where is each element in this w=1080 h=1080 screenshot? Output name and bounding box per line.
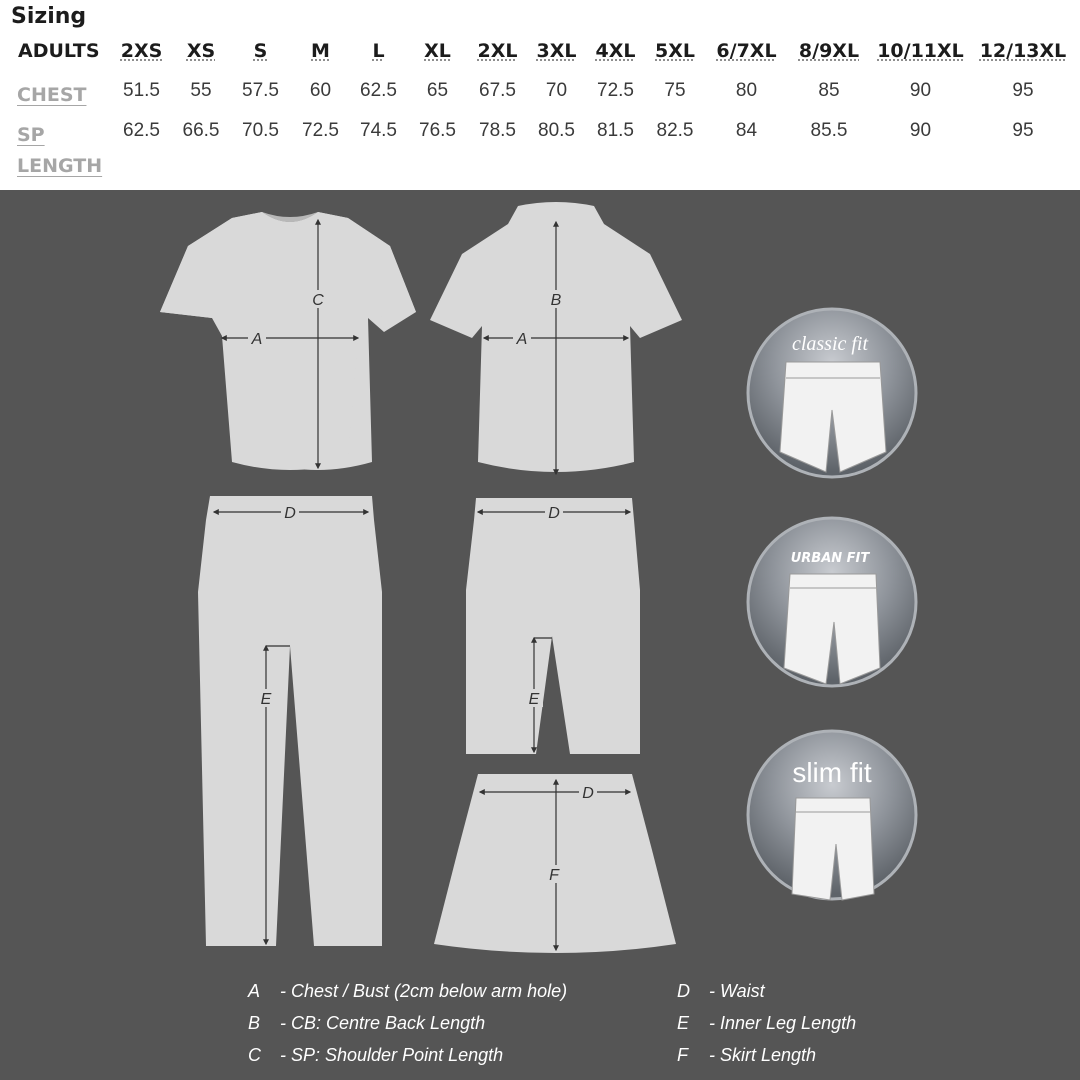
size-header: L	[372, 40, 385, 62]
legend-text: - Skirt Length	[709, 1045, 817, 1065]
adults-header: ADULTS	[18, 40, 100, 62]
slim-fit-label: slim fit	[792, 757, 872, 788]
shorts-diagram	[466, 498, 640, 754]
size-header: 6/7XL	[716, 40, 777, 62]
table-cell: 62.5	[360, 80, 397, 101]
label-a-polo: A	[516, 331, 528, 348]
legend-key: F	[677, 1045, 688, 1065]
label-d-skirt: D	[582, 785, 594, 802]
legend-text: - SP: Shoulder Point Length	[280, 1045, 504, 1065]
size-header-row	[10, 40, 1074, 80]
table-cell: 84	[735, 120, 758, 141]
legend-item	[677, 981, 765, 1002]
label-b: B	[550, 292, 562, 309]
size-header: S	[253, 40, 268, 62]
legend-item	[248, 1013, 485, 1034]
label-e-shorts: E	[528, 691, 540, 708]
slim-fit-badge	[748, 731, 916, 900]
table-cell: 70.5	[242, 120, 279, 141]
legend-text: - CB: Centre Back Length	[280, 1013, 486, 1033]
label-e-pants: E	[260, 691, 272, 708]
size-header: XL	[424, 40, 451, 62]
size-header: M	[311, 40, 330, 62]
skirt-diagram	[434, 774, 676, 953]
table-cell: 78.5	[479, 120, 516, 141]
table-cell: 80.5	[538, 120, 575, 141]
legend-item	[248, 1045, 503, 1066]
size-header: 2XL	[477, 40, 518, 62]
tshirt-body	[160, 212, 416, 470]
table-cell: 85	[818, 80, 840, 101]
size-header: 5XL	[655, 40, 695, 62]
sp-length-row-label[interactable]: SP LENGTH	[17, 124, 103, 177]
size-header: 3XL	[536, 40, 577, 62]
classic-fit-label: classic fit	[791, 333, 869, 355]
table-cell: 62.5	[123, 120, 160, 141]
table-cell: 75	[664, 80, 686, 101]
table-cell: 66.5	[182, 120, 220, 141]
table-cell: 72.5	[302, 120, 339, 141]
label-f: F	[549, 867, 559, 884]
table-cell: 85.5	[810, 120, 848, 141]
chest-row-label[interactable]: CHEST	[17, 84, 87, 106]
table-cell: 60	[309, 80, 332, 101]
table-cell: 55	[190, 80, 212, 101]
label-a: A	[251, 331, 263, 348]
legend-item	[677, 1045, 816, 1066]
legend-key: E	[677, 1013, 690, 1033]
chest-row	[10, 80, 1074, 120]
size-header: XS	[186, 40, 216, 62]
table-cell: 51.5	[123, 80, 160, 101]
legend-text: - Chest / Bust (2cm below arm hole)	[280, 981, 568, 1001]
table-cell: 90	[909, 80, 932, 101]
table-cell: 76.5	[419, 120, 456, 141]
legend-item	[677, 1013, 856, 1034]
table-cell: 81.5	[597, 120, 634, 141]
size-header: 12/13XL	[979, 40, 1067, 62]
size-header: 2XS	[120, 40, 163, 62]
measurement-diagram	[0, 190, 1080, 1080]
legend-key: C	[248, 1045, 261, 1065]
table-cell: 95	[1012, 80, 1034, 101]
size-chart-table	[10, 40, 1074, 182]
size-header: 4XL	[595, 40, 636, 62]
measurement-diagram-panel	[0, 190, 1080, 1080]
table-cell: 80	[735, 80, 758, 101]
legend-key: A	[248, 981, 261, 1001]
table-cell: 74.5	[360, 120, 397, 141]
pants-diagram	[198, 496, 382, 946]
page-title: Sizing	[11, 4, 87, 29]
size-header: 10/11XL	[877, 40, 964, 62]
table-cell: 65	[426, 80, 449, 101]
legend-text: - Waist	[709, 981, 765, 1001]
table-cell: 70	[545, 80, 568, 101]
label-d-shorts: D	[548, 505, 560, 522]
table-cell: 95	[1012, 120, 1034, 141]
classic-fit-badge	[748, 309, 916, 477]
legend-key: D	[677, 981, 690, 1001]
legend-item	[248, 981, 567, 1002]
label-c: C	[312, 292, 324, 309]
legend-key: B	[248, 1013, 261, 1033]
legend-text: - Inner Leg Length	[709, 1013, 857, 1033]
urban-fit-badge	[748, 518, 916, 686]
size-header: 8/9XL	[798, 40, 860, 62]
table-cell: 90	[909, 120, 932, 141]
table-cell: 72.5	[597, 80, 634, 101]
urban-fit-label: URBAN FIT	[790, 551, 870, 566]
table-cell: 82.5	[656, 120, 694, 141]
table-cell: 67.5	[479, 80, 516, 101]
sp-length-row	[10, 120, 1074, 182]
label-d-pants: D	[284, 505, 296, 522]
sizing-table-section	[0, 0, 1080, 190]
table-cell: 57.5	[242, 80, 279, 101]
